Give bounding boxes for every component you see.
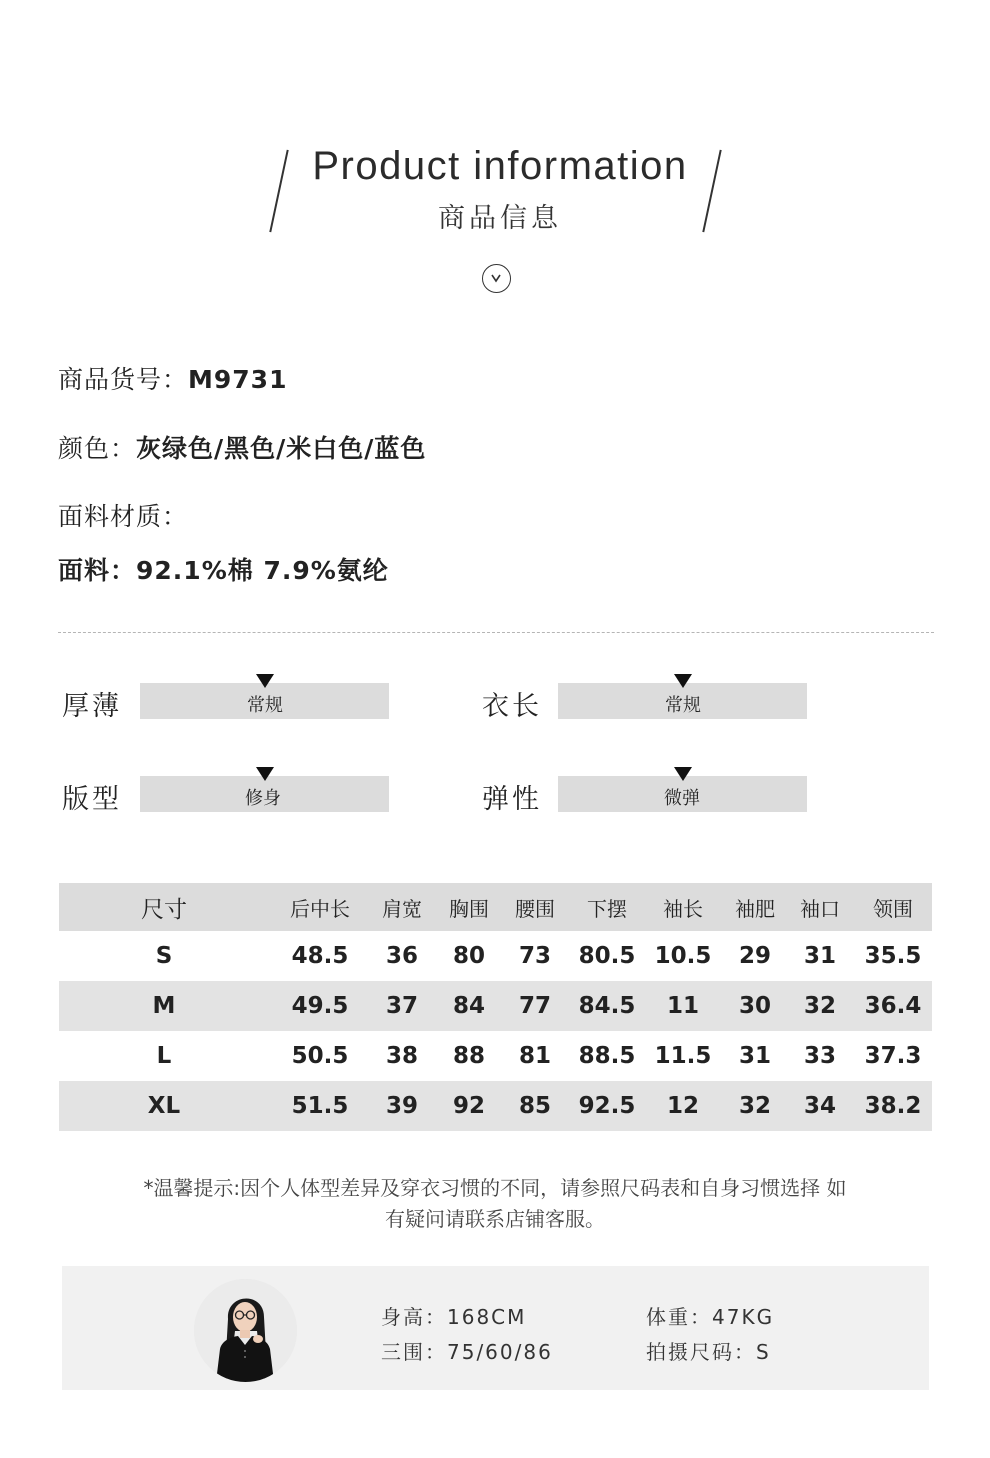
table-cell: M xyxy=(152,993,176,1019)
sku-line xyxy=(58,360,287,396)
table-cell: 73 xyxy=(518,943,552,969)
table-header-cell: 袖长 xyxy=(663,896,703,921)
model-weight: 体重：47KG xyxy=(646,1305,775,1329)
table-header-cell: 肩宽 xyxy=(382,896,422,921)
table-cell: 37.3 xyxy=(864,1043,922,1069)
attr-value-length: 常规 xyxy=(665,695,701,716)
attr-value-thickness: 常规 xyxy=(247,695,283,716)
color-label: 颜色： xyxy=(58,434,137,463)
table-cell: 80 xyxy=(452,943,486,969)
table-cell: 31 xyxy=(738,1043,772,1069)
size-tip-line2: 有疑问请联系店铺客服。 xyxy=(385,1207,605,1231)
table-cell: 92 xyxy=(452,1093,486,1119)
model-avatar xyxy=(194,1279,297,1382)
table-cell: 81 xyxy=(518,1043,552,1069)
table-cell: 30 xyxy=(738,993,772,1019)
fabric-value: 92.1%棉 7.9%氨纶 xyxy=(136,556,389,585)
table-header-cell: 袖口 xyxy=(800,896,840,921)
table-header-cell: 下摆 xyxy=(587,896,627,921)
table-cell: S xyxy=(155,943,173,969)
table-cell: 11 xyxy=(666,993,700,1019)
size-table xyxy=(59,883,932,1131)
table-cell: 32 xyxy=(803,993,837,1019)
table-cell: 38.2 xyxy=(864,1093,922,1119)
attr-marker-elasticity xyxy=(674,767,692,781)
fabric-line xyxy=(58,551,389,587)
table-cell: 29 xyxy=(738,943,772,969)
table-cell: 33 xyxy=(803,1043,837,1069)
size-tip xyxy=(60,1173,930,1235)
table-cell: 84 xyxy=(452,993,486,1019)
table-cell: 35.5 xyxy=(864,943,922,969)
table-cell: 49.5 xyxy=(291,993,349,1019)
material-label: 面料材质： xyxy=(58,502,189,531)
table-header-cell: 后中长 xyxy=(290,896,350,921)
table-cell: 38 xyxy=(385,1043,419,1069)
dashed-divider xyxy=(58,632,934,633)
table-cell: 31 xyxy=(803,943,837,969)
table-cell: L xyxy=(156,1043,172,1069)
table-row xyxy=(59,1081,932,1131)
chevron-down-icon xyxy=(482,264,511,293)
table-cell: 34 xyxy=(803,1093,837,1119)
size-tip-line1: *温馨提示:因个人体型差异及穿衣习惯的不同，请参照尺码表和自身习惯选择 如 xyxy=(143,1176,847,1200)
table-cell: 88 xyxy=(452,1043,486,1069)
table-header-cell: 胸围 xyxy=(449,896,489,921)
table-cell: 39 xyxy=(385,1093,419,1119)
table-header-cell: 袖肥 xyxy=(735,896,775,921)
title-english: Product information xyxy=(312,144,688,188)
table-cell: 92.5 xyxy=(578,1093,636,1119)
model-size: 拍摄尺码：S xyxy=(646,1340,771,1364)
table-cell: 12 xyxy=(666,1093,700,1119)
table-cell: 77 xyxy=(518,993,552,1019)
table-cell: 51.5 xyxy=(291,1093,349,1119)
color-value: 灰绿色/黑色/米白色/蓝色 xyxy=(136,434,427,463)
table-cell: 48.5 xyxy=(291,943,349,969)
table-row xyxy=(59,981,932,1031)
table-header-cell: 尺寸 xyxy=(141,896,187,923)
attr-value-fit: 修身 xyxy=(245,788,281,809)
fabric-label: 面料： xyxy=(58,556,137,585)
title-chinese: 商品信息 xyxy=(438,203,562,234)
table-header-cell: 领围 xyxy=(873,896,913,921)
attr-marker-thickness xyxy=(256,674,274,688)
table-cell: 11.5 xyxy=(654,1043,712,1069)
table-cell: XL xyxy=(147,1093,181,1119)
table-header-cell: 腰围 xyxy=(515,896,555,921)
attr-marker-length xyxy=(674,674,692,688)
table-cell: 36.4 xyxy=(864,993,922,1019)
table-row xyxy=(59,1031,932,1081)
attr-label-length: 衣长 xyxy=(482,691,542,722)
table-cell: 32 xyxy=(738,1093,772,1119)
table-cell: 88.5 xyxy=(578,1043,636,1069)
attr-marker-fit xyxy=(256,767,274,781)
table-cell: 50.5 xyxy=(291,1043,349,1069)
sku-label: 商品货号： xyxy=(58,365,189,394)
attr-label-fit: 版型 xyxy=(62,784,122,815)
table-row xyxy=(59,931,932,981)
color-line xyxy=(58,429,426,465)
attr-value-elasticity: 微弹 xyxy=(664,788,700,809)
sku-value: M9731 xyxy=(188,365,288,394)
attr-label-thickness: 厚薄 xyxy=(62,691,122,722)
attr-label-elasticity: 弹性 xyxy=(482,784,542,815)
table-cell: 10.5 xyxy=(654,943,712,969)
table-cell: 36 xyxy=(385,943,419,969)
table-cell: 85 xyxy=(518,1093,552,1119)
table-cell: 84.5 xyxy=(578,993,636,1019)
model-height: 身高：168CM xyxy=(381,1305,527,1329)
model-measurements: 三围：75/60/86 xyxy=(381,1340,553,1364)
table-cell: 37 xyxy=(385,993,419,1019)
table-cell: 80.5 xyxy=(578,943,636,969)
table-header-row xyxy=(59,883,932,931)
